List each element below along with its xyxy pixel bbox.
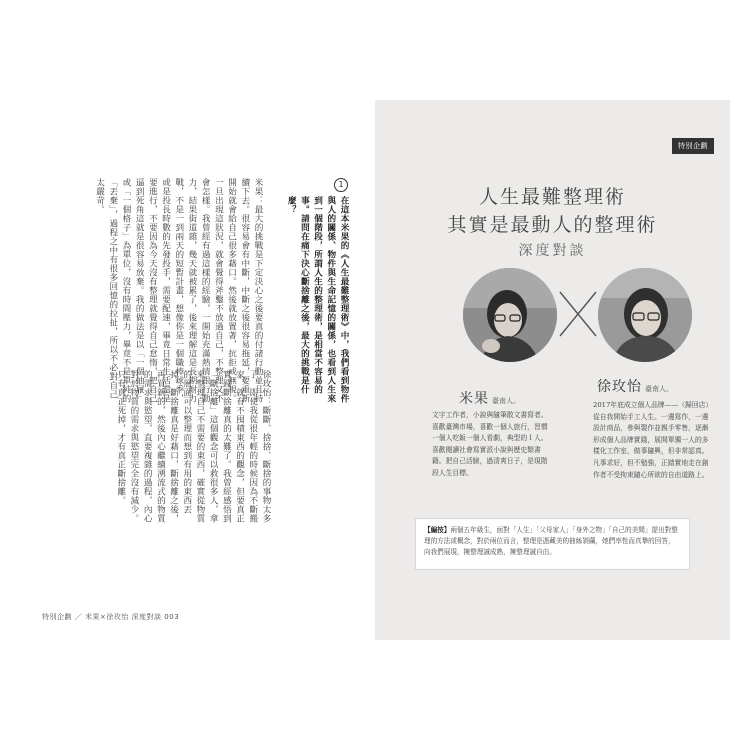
answer-miguo: 米果：最大的挑戰是下定決心之後要真的付諸行動並且持續下去。很容易會有中斷，中斷之後很容易拖延，要重新開始就會給自己很多藉口。然後就放置著，抗拒或無視。一旦出現這狀況，就會覺得斧鑿不放過自己，不整理又不會怎樣。我曾經有過這樣的經驗，一開始充滿熱情跟行動力，結果街道雜，幾天就被累了，後來理解這是長期耐力戰，不是一到兩天的短暫計畫，想像你是一個職棒球季，或是投長時數的先發投手，需要配速，畢竟日常生活還是要進行，不要因為今天沒有整理就覺得自己怠惰，把自己逼到死角這就是很容易放棄。我的做法是以「一個抽屜」或「一個格子」為單位，沒有時間壓力，畢竟不是單純的「丟棄」，過程之中有很多回憶的拉扯，所以不必對自己太嚴苛。	[94, 178, 263, 403]
guest-origin-xu: 臺南人。	[645, 385, 673, 393]
guest-bio-miguo: 文字工作者，小說與隨筆散文書寫者。喜歡臺灣市場，喜歡一個人旅行，習慣一個人吃飯一個人看劇，典型的Ｉ人。喜歡閱讀社會寫實派小說與歷史類書籍。把自己活臉，過清爽日子，是現階段人生目標。	[432, 411, 548, 477]
editor-note-box	[415, 518, 690, 570]
guest-name-miguo-text: 米果	[459, 391, 489, 407]
portrait-xu	[598, 268, 692, 362]
guest-name-xu-text: 徐玫怡	[597, 379, 642, 395]
right-page	[375, 100, 730, 640]
feature-tag: 特別企劃	[672, 138, 714, 154]
guest-origin-miguo: 臺南人。	[492, 397, 520, 405]
guest-name-xu	[597, 376, 673, 396]
portrait-miguo-image	[463, 268, 557, 362]
footer-label: 特別企劃	[42, 613, 72, 621]
guest-bio-xu: 2017年底成立個人品牌——（歸回店）從自我開始手工人生。一邊寫作，一邊設計商品，參與製作並親手零售，逐漸形成個人品牌實踐，展開單獨一人的多樣化工作室，做事隨興，但非常認真。凡事求好，但不勉強，正踏實地走在創作者不受拘束隨心所欲的自由道路上。	[593, 401, 713, 479]
cross-mark-icon	[558, 290, 598, 338]
title-line-1: 人生最難整理術	[478, 186, 626, 208]
editor-note-label: 【編按】	[424, 526, 451, 534]
footer-page-number: 003	[164, 613, 180, 621]
page-footer	[42, 612, 179, 622]
portrait-xu-image	[598, 268, 692, 362]
portrait-miguo	[463, 268, 557, 362]
guest-name-miguo	[459, 388, 520, 408]
title-line-2: 其實是最動人的整理術	[447, 214, 658, 236]
footer-divider: ／	[74, 613, 83, 621]
editor-note-text: 兩個五年級生，面對「人生」「父母家人」「身外之物」「自己的美間」提出對整理的方法或概念，對於兩位而言，整理是憑藏美的抽絲剝繭，她們率性而真摯的回答，向我們展現，擁整理誠成熟，擁整理誠自由。	[424, 526, 678, 556]
left-page	[28, 100, 368, 630]
interview-question: 在這本米果的《人生最難整理術》中，我們看到物件與人的關係、物件與生命記憶的關係，也看到人生來到一個階段，所謂人生的整理術，是相當不容易的事。請問在痛下決心斷捨離之後，最大的挑戰是什麼？	[286, 196, 349, 403]
question-number-badge: 1	[334, 178, 348, 192]
answer-xu: 徐玫怡：斷斷、捨捨、斷捨的事物太多了，即使我從很年輕的時候因為不斷搬家，就有不囤積東西的觀念，但要真正實踐斷捨離真的太難了。我曾經感悟到「斷捨離」這個觀念可以救很多人，拿來整理自己不需要的東西，確實從物質的層面可以整理而想到有用的東西丟掉。斷捨離真是好藉口，斷捨離之後，再買新的，然後內心繼續湧流式的物質的需求與慾望，直要複雜的過程，內心對於物質的需求與慾望完全沒有減少。只有真正死掉，才有真正斷捨離。	[115, 370, 271, 523]
footer-title: 米果×徐玫怡 深度對談	[84, 613, 162, 621]
title-line-3: 深度對談	[518, 243, 587, 259]
